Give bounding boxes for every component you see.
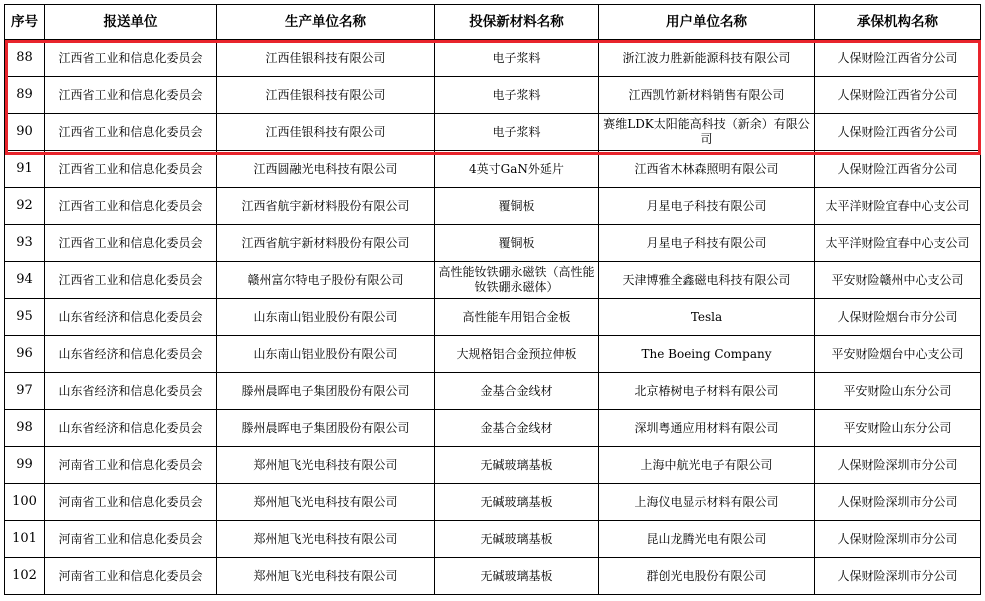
submitting-unit-cell: 河南省工业和信息化委员会 — [45, 521, 217, 558]
table-row — [5, 447, 981, 484]
user-unit-cell: The Boeing Company — [599, 336, 815, 373]
insurer-cell: 人保财险江西省分公司 — [815, 151, 981, 188]
insurer-cell: 太平洋财险宜春中心支公司 — [815, 225, 981, 262]
material-cell: 大规格铝合金预拉伸板 — [435, 336, 599, 373]
manufacturer-cell: 郑州旭飞光电科技有限公司 — [217, 447, 435, 484]
table-row — [5, 336, 981, 373]
material-cell: 电子浆料 — [435, 77, 599, 114]
insurer-cell: 平安财险山东分公司 — [815, 373, 981, 410]
submitting-unit-cell: 山东省经济和信息化委员会 — [45, 299, 217, 336]
manufacturer-cell: 滕州晨晖电子集团股份有限公司 — [217, 373, 435, 410]
submitting-unit-cell: 江西省工业和信息化委员会 — [45, 151, 217, 188]
table-row — [5, 225, 981, 262]
insurer-cell: 太平洋财险宜春中心支公司 — [815, 188, 981, 225]
seq-cell: 102 — [5, 558, 45, 595]
header-submitting-unit: 报送单位 — [45, 5, 217, 40]
material-cell: 覆铜板 — [435, 225, 599, 262]
user-unit-cell: 群创光电股份有限公司 — [599, 558, 815, 595]
header-seq: 序号 — [5, 5, 45, 40]
manufacturer-cell: 赣州富尔特电子股份有限公司 — [217, 262, 435, 299]
user-unit-cell: Tesla — [599, 299, 815, 336]
seq-cell: 95 — [5, 299, 45, 336]
submitting-unit-cell: 山东省经济和信息化委员会 — [45, 336, 217, 373]
seq-cell: 93 — [5, 225, 45, 262]
insurer-cell: 人保财险烟台市分公司 — [815, 299, 981, 336]
manufacturer-cell: 郑州旭飞光电科技有限公司 — [217, 521, 435, 558]
header-row — [5, 5, 981, 40]
seq-cell: 91 — [5, 151, 45, 188]
seq-cell: 98 — [5, 410, 45, 447]
user-unit-cell: 江西凯竹新材料销售有限公司 — [599, 77, 815, 114]
table-row — [5, 188, 981, 225]
material-cell: 电子浆料 — [435, 40, 599, 77]
seq-cell: 99 — [5, 447, 45, 484]
user-unit-cell: 江西省木林森照明有限公司 — [599, 151, 815, 188]
material-cell: 无碱玻璃基板 — [435, 447, 599, 484]
table-row — [5, 521, 981, 558]
submitting-unit-cell: 江西省工业和信息化委员会 — [45, 77, 217, 114]
submitting-unit-cell: 山东省经济和信息化委员会 — [45, 373, 217, 410]
manufacturer-cell: 山东南山铝业股份有限公司 — [217, 299, 435, 336]
user-unit-cell: 月星电子科技有限公司 — [599, 188, 815, 225]
seq-cell: 88 — [5, 40, 45, 77]
user-unit-cell: 深圳粤通应用材料有限公司 — [599, 410, 815, 447]
material-cell: 高性能车用铝合金板 — [435, 299, 599, 336]
insurer-cell: 平安财险山东分公司 — [815, 410, 981, 447]
table-row — [5, 77, 981, 114]
material-cell: 金基合金线材 — [435, 410, 599, 447]
seq-cell: 96 — [5, 336, 45, 373]
insurer-cell: 人保财险江西省分公司 — [815, 77, 981, 114]
manufacturer-cell: 郑州旭飞光电科技有限公司 — [217, 558, 435, 595]
manufacturer-cell: 江西佳银科技有限公司 — [217, 114, 435, 151]
material-cell: 无碱玻璃基板 — [435, 484, 599, 521]
manufacturer-cell: 山东南山铝业股份有限公司 — [217, 336, 435, 373]
insurer-cell: 人保财险深圳市分公司 — [815, 558, 981, 595]
table-row — [5, 373, 981, 410]
insurer-cell: 平安财险烟台中心支公司 — [815, 336, 981, 373]
table-row — [5, 114, 981, 151]
insurer-cell: 人保财险江西省分公司 — [815, 40, 981, 77]
seq-cell: 97 — [5, 373, 45, 410]
insurance-materials-table — [4, 4, 981, 595]
user-unit-cell: 上海仪电显示材料有限公司 — [599, 484, 815, 521]
table-row — [5, 558, 981, 595]
user-unit-cell: 月星电子科技有限公司 — [599, 225, 815, 262]
user-unit-cell: 赛维LDK太阳能高科技（新余）有限公司 — [599, 114, 815, 151]
manufacturer-cell: 江西佳银科技有限公司 — [217, 77, 435, 114]
header-material: 投保新材料名称 — [435, 5, 599, 40]
table-row — [5, 484, 981, 521]
user-unit-cell: 上海中航光电子有限公司 — [599, 447, 815, 484]
material-cell: 无碱玻璃基板 — [435, 558, 599, 595]
material-cell: 高性能钕铁硼永磁铁（高性能钕铁硼永磁体） — [435, 262, 599, 299]
table-row — [5, 151, 981, 188]
user-unit-cell: 昆山龙腾光电有限公司 — [599, 521, 815, 558]
material-cell: 金基合金线材 — [435, 373, 599, 410]
material-cell: 4英寸GaN外延片 — [435, 151, 599, 188]
material-cell: 无碱玻璃基板 — [435, 521, 599, 558]
insurer-cell: 人保财险深圳市分公司 — [815, 447, 981, 484]
submitting-unit-cell: 江西省工业和信息化委员会 — [45, 40, 217, 77]
insurer-cell: 平安财险赣州中心支公司 — [815, 262, 981, 299]
seq-cell: 94 — [5, 262, 45, 299]
seq-cell: 89 — [5, 77, 45, 114]
user-unit-cell: 北京椿树电子材料有限公司 — [599, 373, 815, 410]
header-user-unit: 用户单位名称 — [599, 5, 815, 40]
submitting-unit-cell: 山东省经济和信息化委员会 — [45, 410, 217, 447]
material-cell: 覆铜板 — [435, 188, 599, 225]
seq-cell: 101 — [5, 521, 45, 558]
submitting-unit-cell: 江西省工业和信息化委员会 — [45, 188, 217, 225]
user-unit-cell: 浙江波力胜新能源科技有限公司 — [599, 40, 815, 77]
table-row — [5, 262, 981, 299]
submitting-unit-cell: 江西省工业和信息化委员会 — [45, 225, 217, 262]
header-manufacturer: 生产单位名称 — [217, 5, 435, 40]
submitting-unit-cell: 河南省工业和信息化委员会 — [45, 558, 217, 595]
manufacturer-cell: 郑州旭飞光电科技有限公司 — [217, 484, 435, 521]
seq-cell: 100 — [5, 484, 45, 521]
table-row — [5, 410, 981, 447]
insurer-cell: 人保财险江西省分公司 — [815, 114, 981, 151]
manufacturer-cell: 滕州晨晖电子集团股份有限公司 — [217, 410, 435, 447]
seq-cell: 90 — [5, 114, 45, 151]
manufacturer-cell: 江西省航宇新材料股份有限公司 — [217, 225, 435, 262]
table-row — [5, 299, 981, 336]
insurer-cell: 人保财险深圳市分公司 — [815, 521, 981, 558]
manufacturer-cell: 江西佳银科技有限公司 — [217, 40, 435, 77]
submitting-unit-cell: 河南省工业和信息化委员会 — [45, 484, 217, 521]
user-unit-cell: 天津博雅全鑫磁电科技有限公司 — [599, 262, 815, 299]
submitting-unit-cell: 江西省工业和信息化委员会 — [45, 262, 217, 299]
header-insurer: 承保机构名称 — [815, 5, 981, 40]
submitting-unit-cell: 江西省工业和信息化委员会 — [45, 114, 217, 151]
table-row — [5, 40, 981, 77]
seq-cell: 92 — [5, 188, 45, 225]
material-cell: 电子浆料 — [435, 114, 599, 151]
manufacturer-cell: 江西省航宇新材料股份有限公司 — [217, 188, 435, 225]
manufacturer-cell: 江西圆融光电科技有限公司 — [217, 151, 435, 188]
submitting-unit-cell: 河南省工业和信息化委员会 — [45, 447, 217, 484]
insurer-cell: 人保财险深圳市分公司 — [815, 484, 981, 521]
